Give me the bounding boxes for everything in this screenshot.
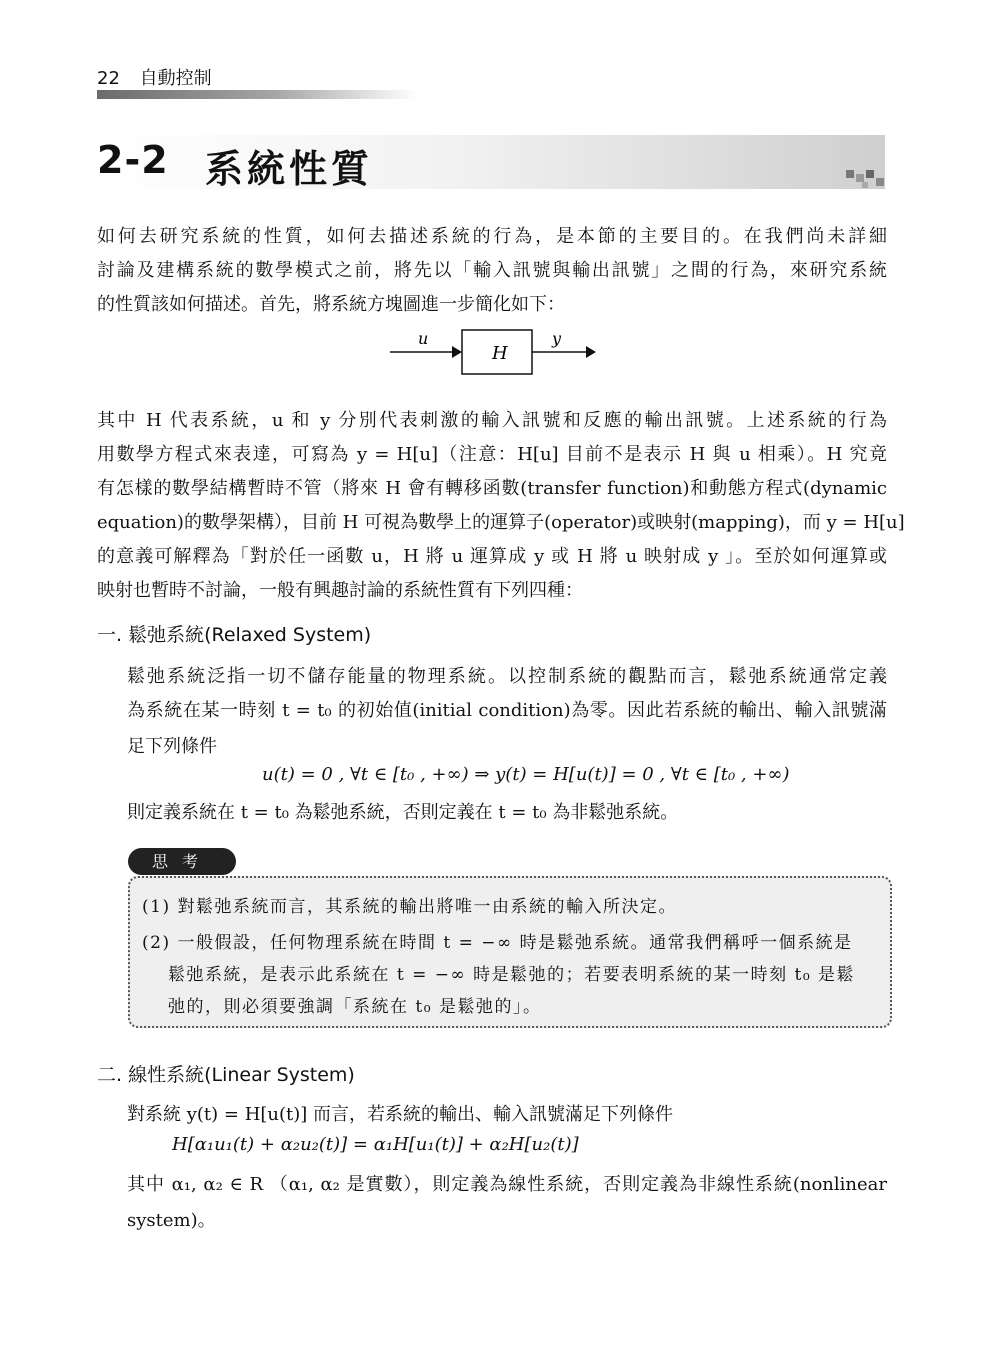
- block-diagram: [380, 322, 620, 382]
- para2-line-4: equation)的數學架構），目前 H 可視為數學上的運算子(operator)或映射(mapping)，而 y = H[u]: [97, 512, 905, 533]
- think-line-2: (2) 一般假設，任何物理系統在時間 t = −∞ 時是鬆弛系統。通常我們稱呼一個系統是: [142, 933, 853, 953]
- block-label: H: [492, 343, 508, 364]
- input-label: u: [418, 329, 429, 348]
- para2-line-5: 的意義可解釋為「對於任一函數 u，H 將 u 運算成 y 或 H 將 u 映射成 y 」。至於如何運算或: [97, 546, 887, 567]
- sub1-conclusion: 則定義系統在 t = t₀ 為鬆弛系統，否則定義在 t = t₀ 為非鬆弛系統。: [127, 802, 679, 823]
- sub1-line-3: 足下列條件: [127, 736, 217, 757]
- think-label: 思考: [128, 848, 236, 875]
- para2-line-3: 有怎樣的數學結構暫時不管（將來 H 會有轉移函數(transfer function)和動態方程式(dynamic: [97, 478, 887, 499]
- sub2-line-3: system)。: [127, 1210, 216, 1231]
- sub2-line-2: 其中 α₁, α₂ ∈ R （α₁, α₂ 是實數），則定義為線性系統，否則定義為非線性系統(nonlinear: [127, 1174, 887, 1195]
- intro-line-3: 的性質該如何描述。首先，將系統方塊圖進一步簡化如下：: [97, 294, 565, 315]
- linear-equation: H[α₁u₁(t) + α₂u₂(t)] = α₁H[u₁(t)] + α₂H[u₂(t)]: [172, 1134, 579, 1155]
- subsection-heading-relaxed: 一. 鬆弛系統(Relaxed System): [97, 624, 372, 646]
- subsection-heading-linear: 二. 線性系統(Linear System): [97, 1064, 355, 1086]
- output-label: y: [552, 329, 562, 348]
- book-title: 自動控制: [139, 68, 212, 89]
- relaxed-equation: u(t) = 0 , ∀t ∈ [t₀ , +∞) ⇒ y(t) = H[u(t)] = 0 , ∀t ∈ [t₀ , +∞): [262, 764, 790, 785]
- think-line-4: 弛的，則必須要強調「系統在 t₀ 是鬆弛的」。: [168, 997, 542, 1017]
- para2-line-1: 其中 H 代表系統，u 和 y 分別代表刺激的輸入訊號和反應的輸出訊號。上述系統的行為: [97, 410, 887, 431]
- intro-line-2: 討論及建構系統的數學模式之前，將先以「輸入訊號與輸出訊號」之間的行為，來研究系統: [97, 260, 887, 281]
- running-header: [97, 64, 212, 90]
- section-number: 2-2: [97, 138, 169, 182]
- think-line-3: 鬆弛系統，是表示此系統在 t = −∞ 時是鬆弛的；若要表明系統的某一時刻 t₀ 是鬆: [168, 965, 856, 985]
- sub1-line-1: 鬆弛系統泛指一切不儲存能量的物理系統。以控制系統的觀點而言，鬆弛系統通常定義: [127, 666, 887, 687]
- section-title: 系統性質: [205, 147, 374, 191]
- sub2-line-1: 對系統 y(t) = H[u(t)] 而言，若系統的輸出、輸入訊號滿足下列條件: [127, 1104, 674, 1125]
- output-arrow-head: [586, 346, 596, 358]
- header-rule: [97, 90, 417, 99]
- page-number: 22: [97, 68, 120, 89]
- intro-line-1: 如何去研究系統的性質，如何去描述系統的行為，是本節的主要目的。在我們尚未詳細: [97, 226, 887, 247]
- sub1-line-2: 為系統在某一時刻 t = t₀ 的初始值(initial condition)為零。因此若系統的輸出、輸入訊號滿: [127, 700, 887, 721]
- para2-line-6: 映射也暫時不討論，一般有興趣討論的系統性質有下列四種：: [97, 580, 583, 601]
- input-arrow-head: [452, 346, 462, 358]
- think-line-1: (1) 對鬆弛系統而言，其系統的輸出將唯一由系統的輸入所決定。: [142, 897, 677, 917]
- para2-line-2: 用數學方程式來表達，可寫為 y = H[u]（注意：H[u] 目前不是表示 H 與 u 相乘）。H 究竟: [97, 444, 887, 465]
